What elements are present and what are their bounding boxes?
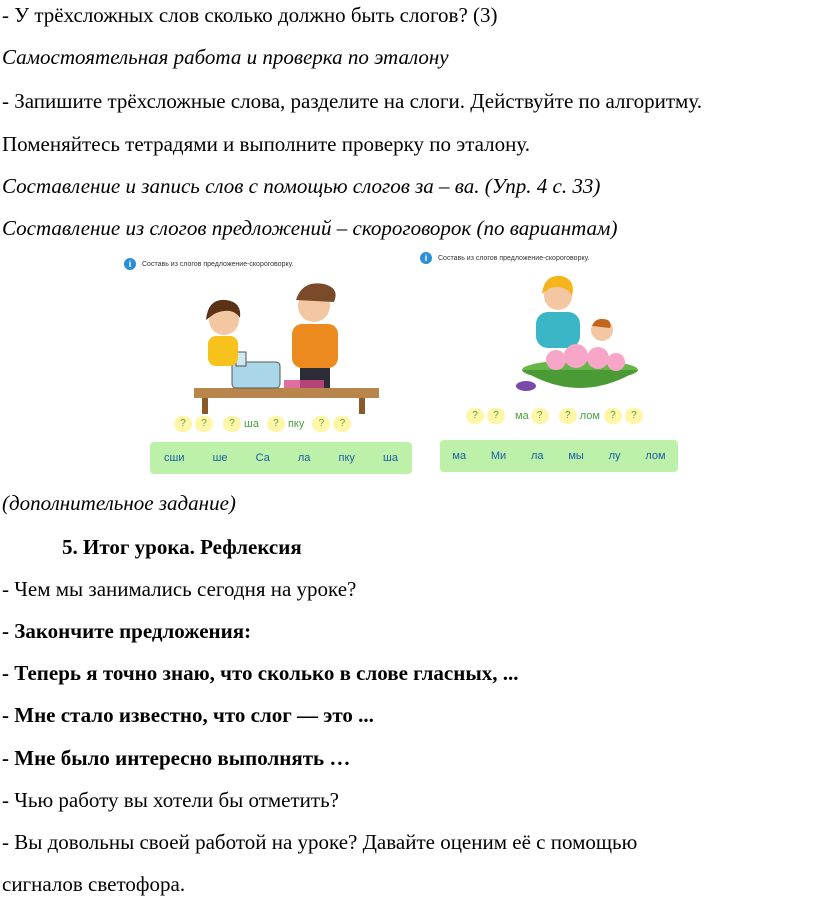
washing-illustration — [500, 268, 660, 398]
syllable-chip[interactable]: ша — [383, 452, 398, 464]
answer-slots-left — [174, 416, 354, 432]
task-write-words: - Запишите трёхсложные слова, разделите на слоги. Действуйте по алгоритму. — [2, 89, 702, 113]
additional-task-note: (дополнительное задание) — [2, 491, 236, 515]
section-independent-work: Самостоятельная работа и проверка по эталону — [2, 45, 449, 69]
task-swap-notebooks: Поменяйтесь тетрадями и выполните проверку по эталону. — [2, 132, 531, 156]
syllable-chip[interactable]: пку — [338, 452, 355, 464]
section-compose-sentences: Составление из слогов предложений – скороговорок (по вариантам) — [2, 216, 618, 240]
info-icon: i — [124, 258, 136, 270]
syllable-bank-left — [150, 442, 412, 474]
syllable-chip[interactable]: ше — [212, 452, 228, 464]
question-whose-work: - Чью работу вы хотели бы отметить? — [2, 788, 339, 812]
given-syllable: лом — [579, 410, 600, 422]
exercise-panel-right — [418, 248, 688, 476]
syllable-bank-right — [440, 440, 678, 472]
answer-slot[interactable]: ? — [625, 408, 643, 424]
question-what-did-we-do: - Чем мы занимались сегодня на уроке? — [2, 577, 357, 601]
sewing-illustration — [184, 276, 384, 416]
answer-slot[interactable]: ? — [559, 408, 577, 424]
question-three-syllables: - У трёхсложных слов сколько должно быть слогов? (3) — [2, 3, 498, 27]
sentence-vowels: - Теперь я точно знаю, что сколько в слове гласных, ... — [2, 661, 519, 685]
question-satisfied: - Вы довольны своей работой на уроке? Давайте оценим её с помощью — [2, 830, 638, 854]
sentence-interesting: - Мне было интересно выполнять … — [2, 746, 351, 770]
syllable-chip[interactable]: ла — [530, 450, 544, 462]
syllable-chip[interactable]: ма — [452, 450, 467, 462]
given-syllable: ша — [244, 418, 259, 430]
given-syllable: ма — [515, 410, 529, 422]
answer-slot[interactable]: ? — [312, 416, 330, 432]
syllable-chip[interactable]: Са — [255, 452, 270, 464]
syllable-chip[interactable]: мы — [568, 450, 584, 462]
section-compose-words: Составление и запись слов с помощью слогов за – ва. (Упр. 4 с. 33) — [2, 174, 601, 198]
syllable-chip[interactable]: Ми — [490, 450, 507, 462]
prompt-finish-sentences: - Закончите предложения: — [2, 619, 252, 643]
syllable-chip[interactable]: лу — [608, 450, 621, 462]
answer-slot[interactable]: ? — [174, 416, 192, 432]
answer-slot[interactable]: ? — [195, 416, 213, 432]
answer-slot[interactable]: ? — [333, 416, 351, 432]
answer-slot[interactable]: ? — [604, 408, 622, 424]
sentence-syllable: - Мне стало известно, что слог — это ... — [2, 703, 374, 727]
answer-slot[interactable]: ? — [531, 408, 549, 424]
answer-slot[interactable]: ? — [223, 416, 241, 432]
section-heading-reflection: 5. Итог урока. Рефлексия — [62, 535, 302, 559]
answer-slot[interactable]: ? — [487, 408, 505, 424]
exercise-panel-left — [122, 252, 422, 480]
exercise-title: Составь из слогов предложение-скороговорку. — [142, 261, 294, 268]
answer-slot[interactable]: ? — [267, 416, 285, 432]
syllable-chip[interactable]: сши — [164, 452, 185, 464]
syllable-chip[interactable]: лом — [645, 450, 666, 462]
exercise-title: Составь из слогов предложение-скороговорку. — [438, 255, 590, 262]
answer-slot[interactable]: ? — [466, 408, 484, 424]
info-icon: i — [420, 252, 432, 264]
traffic-light-signals: сигналов светофора. — [2, 872, 186, 896]
syllable-chip[interactable]: ла — [297, 452, 311, 464]
answer-slots-right — [466, 408, 646, 424]
given-syllable: пку — [287, 418, 305, 430]
